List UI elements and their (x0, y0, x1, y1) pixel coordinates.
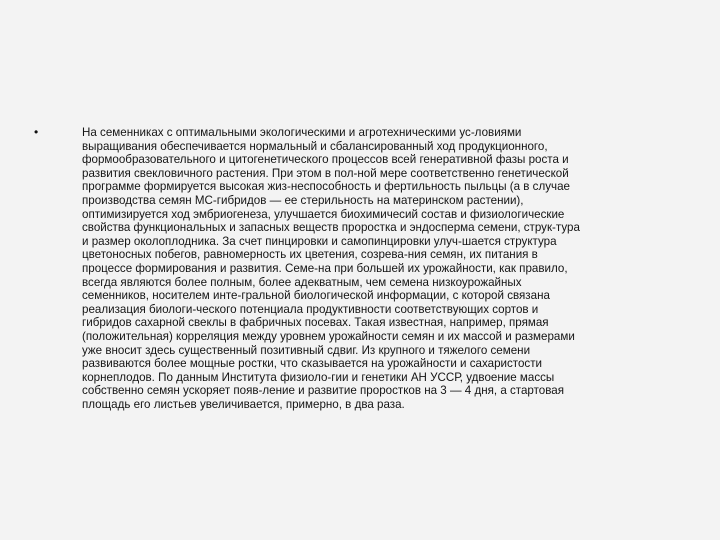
bullet-point: • (34, 125, 39, 139)
paragraph-text: На семенниках с оптимальными экологическими и агротехническими ус-ловиями выращивания обеспечивается нормальный и сбалансированный ход продукционного, формообразовательного и цитогенетического процессов всей генеративной фазы роста и развития свекловичного растения. При этом в пол-ной мере соответственно генетической программе формируется высокая жиз-неспособность и фертильность пыльцы (а в случае производства семян МС-гибридов — ее стерильность на материнском растении), оптимизируется ход эмбриогенеза, улучшается биохимичесий состав и физиологические свойства функциональных и запасных веществ проростка и эндосперма семени, струк-тура и размер околоплодника. За счет пинцировки и самопинцировки улуч-шается структура цветоносных побегов, равномерность их цветения, созрева-ния семян, их питания в процессе формирования и развития. Семе-на при большей их урожайности, как правило, всегда являются более полным, более адекватным, чем семена низкоурожайных семенников, носителем инте-гральной биологической информации, с которой связана реализация биологи-ческого потенциала продуктивности соответствующих сортов и гибридов сахарной свеклы в фабричных посевах. Такая известная, например, прямая (положительная) корреляция между уровнем урожайности семян и их массой и размерами уже вносит здесь существенный позитивный сдвиг. Из крупного и тяжелого семени развиваются более мощные ростки, что сказывается на урожайности и сахаристости корнеплодов. По данным Института физиоло-гии и генетики АН УССР, удвоение массы собственно семян ускоряет появ-ление и развитие проростков на 3 — 4 дня, а стартовая площадь его листьев увеличивается, примерно, в два раза. (82, 126, 580, 411)
